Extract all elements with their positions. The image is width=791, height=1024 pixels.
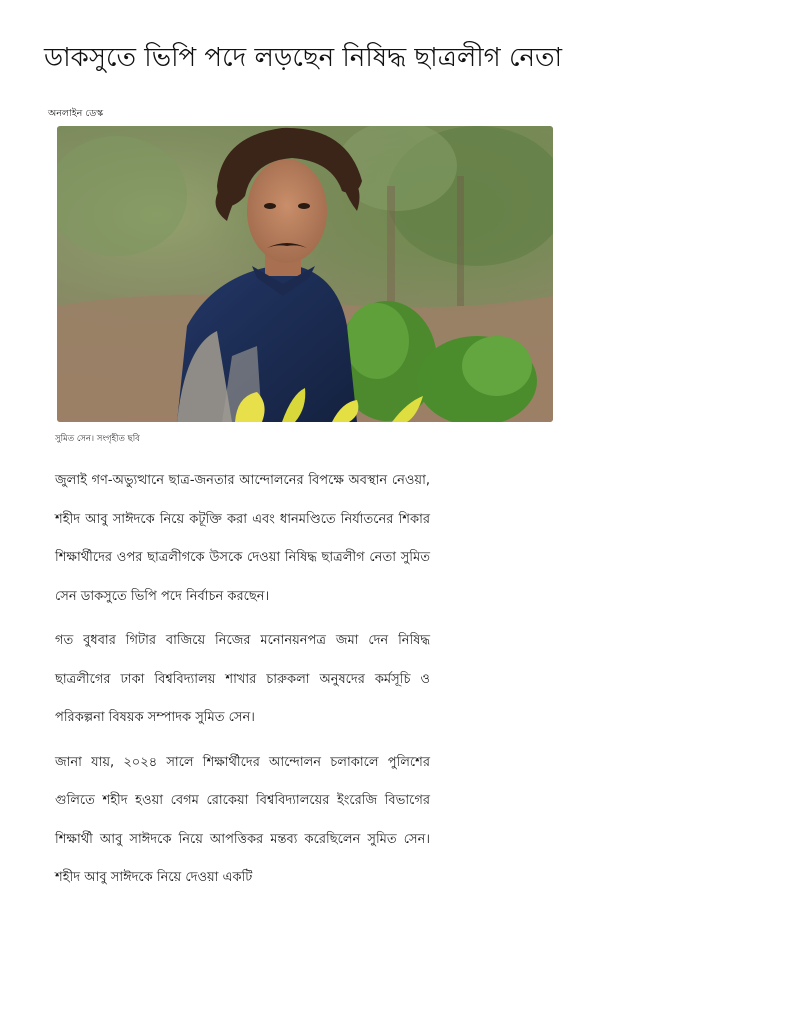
- article-photo: [57, 126, 553, 422]
- image-caption: সুমিত সেন। সংগৃহীত ছবি: [55, 434, 140, 444]
- article-headline: ডাকসুতে ভিপি পদে লড়ছেন নিষিদ্ধ ছাত্রলীগ নেতা: [44, 43, 563, 73]
- article: [44, 40, 564, 76]
- article-paragraph: জুলাই গণ-অভ্যুত্থানে ছাত্র-জনতার আন্দোলনের বিপক্ষে অবস্থান নেওয়া, শহীদ আবু সাঈদকে নিয়ে কটূক্তি করা এবং ধানমণ্ডিতে নির্যাতনের শিকার শিক্ষার্থীদের ওপর ছাত্রলীগকে উসকে দেওয়া নিষিদ্ধ ছাত্রলীগ নেতা সুমিত সেন ডাকসুতে ভিপি পদে নির্বাচন করছেন।: [55, 473, 430, 604]
- article-byline: অনলাইন ডেস্ক: [48, 108, 104, 119]
- article-body: [55, 462, 430, 904]
- article-paragraph: জানা যায়, ২০২৪ সালে শিক্ষার্থীদের আন্দোলন চলাকালে পুলিশের গুলিতে শহীদ হওয়া বেগম রোকেয়া বিশ্ববিদ্যালয়ের ইংরেজি বিভাগের শিক্ষার্থী আবু সাঈদকে নিয়ে আপত্তিকর মন্তব্য করেছিলেন সুমিত সেন। শহীদ আবু সাঈদকে নিয়ে দেওয়া একটি: [55, 754, 430, 885]
- article-paragraph: গত বুধবার গিটার বাজিয়ে নিজের মনোনয়নপত্র জমা দেন নিষিদ্ধ ছাত্রলীগের ঢাকা বিশ্ববিদ্যালয় শাখার চারুকলা অনুষদের কর্মসূচি ও পরিকল্পনা বিষয়ক সম্পাদক সুমিত সেন।: [55, 633, 430, 725]
